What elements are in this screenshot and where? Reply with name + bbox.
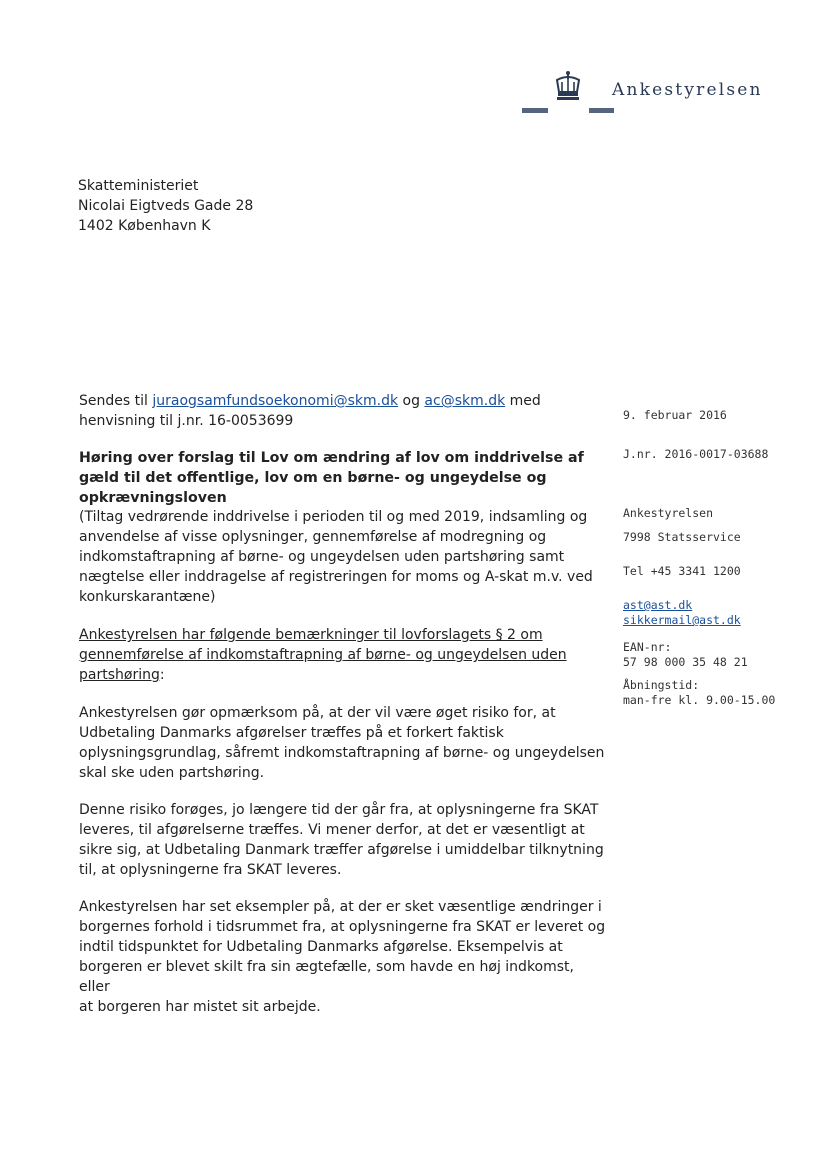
opening-hours-label: Åbningstid: [623, 678, 700, 692]
send-to-prefix: Sendes til [79, 393, 153, 409]
paragraph-line: borgernes forhold i tidsrummet fra, at oplysningerne fra SKAT er leveret og [79, 919, 606, 935]
intro-paragraph [79, 625, 609, 685]
ean-label: EAN-nr: [623, 640, 672, 654]
paragraph-line: Ankestyrelsen gør opmærksom på, at der vil være øget risiko for, at [79, 705, 556, 721]
letter-subheading [79, 507, 609, 607]
recipient-address [78, 176, 253, 236]
heading-line: gæld til det offentlige, lov om en børne- og ungeydelse og [79, 470, 547, 486]
email-link-juraogsamfundsoekonomi[interactable]: juraogsamfundsoekonomi@skm.dk [152, 393, 399, 409]
heading-line: Høring over forslag til Lov om ændring af lov om inddrivelse af [79, 450, 584, 466]
paragraph-line: leveres, til afgørelserne træffes. Vi mener derfor, at det er væsentligt at [79, 822, 585, 838]
logo-bar-left [522, 108, 548, 113]
email-link-sikkermail[interactable]: sikkermail@ast.dk [623, 613, 741, 627]
logo-bar-right [589, 108, 614, 113]
send-to-suffix: med [505, 393, 541, 409]
opening-hours-value: man-fre kl. 9.00-15.00 [623, 693, 776, 707]
intro-line: partshøring [79, 667, 160, 683]
brand-name: Ankestyrelsen [612, 80, 763, 100]
recipient-city: 1402 København K [78, 218, 211, 234]
paragraph-line: sikre sig, at Udbetaling Danmark træffer afgørelse i umiddelbar tilknytning [79, 842, 604, 858]
sender-org-name: Ankestyrelsen [623, 506, 714, 520]
sender-org-unit: 7998 Statsservice [623, 530, 741, 544]
subheading-line: anvendelse af visse oplysninger, gennemførelse af modregning og [79, 529, 547, 545]
intro-line: Ankestyrelsen har følgende bemærkninger til lovforslagets § 2 om [79, 627, 543, 643]
paragraph-line: borgeren er blevet skilt fra sin ægtefælle, som havde en høj indkomst, eller [79, 959, 574, 995]
letter-date: 9. februar 2016 [623, 408, 727, 422]
paragraph-line: Ankestyrelsen har set eksempler på, at der er sket væsentlige ændringer i [79, 899, 602, 915]
paragraph-line: oplysningsgrundlag, såfremt indkomstaftrapning af børne- og ungeydelsen [79, 745, 605, 761]
paragraph-line: til, at oplysningerne fra SKAT leveres. [79, 862, 342, 878]
body-paragraph-2 [79, 800, 609, 880]
intro-line: gennemførelse af indkomstaftrapning af børne- og ungeydelsen uden [79, 647, 567, 663]
send-to-line [79, 391, 609, 431]
ean-number [623, 640, 748, 670]
intro-colon: : [159, 667, 165, 683]
sender-emails [623, 598, 741, 628]
body-paragraph-1 [79, 703, 609, 783]
subheading-line: nægtelse eller inddragelse af registreringen for moms og A-skat m.v. ved [79, 569, 593, 585]
case-number: J.nr. 2016-0017-03688 [623, 447, 769, 461]
paragraph-line: skal ske uden partshøring. [79, 765, 265, 781]
paragraph-line: indtil tidspunktet for Udbetaling Danmarks afgørelse. Eksempelvis at [79, 939, 563, 955]
body-paragraph-3 [79, 897, 609, 1017]
recipient-street: Nicolai Eigtveds Gade 28 [78, 198, 254, 214]
paragraph-line: Udbetaling Danmarks afgørelser træffes på et forkert faktisk [79, 725, 504, 741]
paragraph-line: at borgeren har mistet sit arbejde. [79, 999, 321, 1015]
opening-hours [623, 678, 775, 708]
subheading-line: indkomstaftrapning af børne- og ungeydelsen uden partshøring samt [79, 549, 565, 565]
heading-line: opkrævningsloven [79, 490, 227, 506]
reference-line: henvisning til j.nr. 16-0053699 [79, 413, 294, 429]
subheading-line: (Tiltag vedrørende inddrivelse i perioden til og med 2019, indsamling og [79, 509, 588, 525]
send-to-og: og [398, 393, 425, 409]
subheading-line: konkurskarantæne) [79, 589, 216, 605]
crown-icon [553, 70, 583, 102]
email-link-ac[interactable]: ac@skm.dk [424, 393, 506, 409]
recipient-name: Skatteministeriet [78, 178, 199, 194]
ean-value: 57 98 000 35 48 21 [623, 655, 748, 669]
email-link-ast[interactable]: ast@ast.dk [623, 598, 693, 612]
letter-heading [79, 448, 609, 508]
sender-org [623, 506, 741, 545]
paragraph-line: Denne risiko forøges, jo længere tid der går fra, at oplysningerne fra SKAT [79, 802, 599, 818]
sender-phone: Tel +45 3341 1200 [623, 564, 741, 578]
